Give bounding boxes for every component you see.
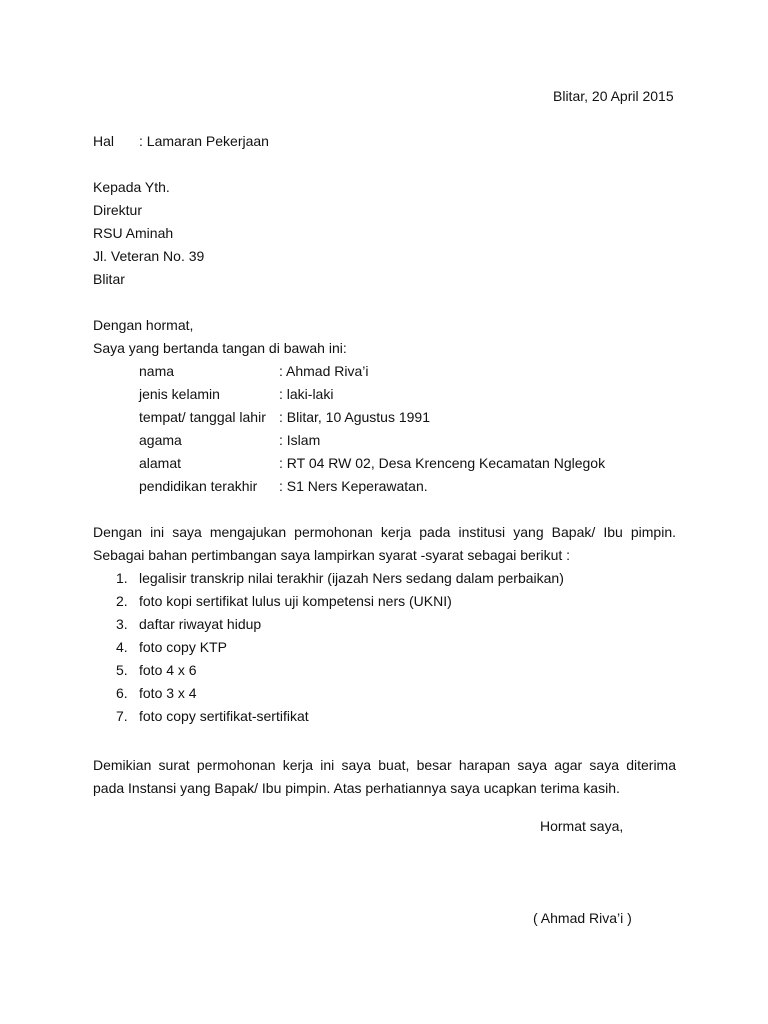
field-label-nama: nama <box>139 363 175 379</box>
intro-text: Saya yang bertanda tangan di bawah ini: <box>93 340 347 356</box>
attachment-number: 7. <box>116 708 128 724</box>
attachment-item: daftar riwayat hidup <box>139 616 262 632</box>
closing-paragraph-line: pada Instansi yang Bapak/ Ibu pimpin. Atas perhatiannya saya ucapkan terima kasih. <box>93 780 620 796</box>
attachment-item: foto copy sertifikat-sertifikat <box>139 708 309 724</box>
attachment-number: 2. <box>116 593 128 609</box>
field-label-jenis-kelamin: jenis kelamin <box>139 386 220 402</box>
attachment-number: 4. <box>116 639 128 655</box>
place-date: Blitar, 20 April 2015 <box>553 88 674 104</box>
recipient-line: Kepada Yth. <box>93 179 170 195</box>
field-label-alamat: alamat <box>139 455 182 471</box>
attachment-item: foto copy KTP <box>139 639 227 655</box>
field-value-nama: : Ahmad Riva’i <box>279 363 369 379</box>
signature-name: ( Ahmad Riva’i ) <box>533 910 632 926</box>
subject-label: Hal <box>93 133 115 149</box>
field-label-ttl: tempat/ tanggal lahir <box>139 409 266 425</box>
field-value-pendidikan: : S1 Ners Keperawatan. <box>279 478 428 494</box>
recipient-line: Blitar <box>93 271 125 287</box>
body-paragraph-line: Dengan ini saya mengajukan permohonan kerja pada institusi yang Bapak/ Ibu pimpin. <box>93 524 676 540</box>
field-value-jenis-kelamin: : laki-laki <box>279 386 334 402</box>
attachment-item: legalisir transkrip nilai terakhir (ijazah Ners sedang dalam perbaikan) <box>139 570 564 586</box>
subject-value: : Lamaran Pekerjaan <box>139 133 269 149</box>
field-label-agama: agama <box>139 432 182 448</box>
greeting: Dengan hormat, <box>93 317 194 333</box>
recipient-line: Jl. Veteran No. 39 <box>93 248 205 264</box>
recipient-line: Direktur <box>93 202 143 218</box>
attachment-number: 5. <box>116 662 128 678</box>
attachment-item: foto kopi sertifikat lulus uji kompetensi ners (UKNI) <box>139 593 452 609</box>
field-value-agama: : Islam <box>279 432 321 448</box>
body-paragraph-line: Sebagai bahan pertimbangan saya lampirkan syarat -syarat sebagai berikut : <box>93 547 571 563</box>
attachment-item: foto 4 x 6 <box>139 662 197 678</box>
attachment-number: 3. <box>116 616 128 632</box>
recipient-line: RSU Aminah <box>93 225 174 241</box>
attachment-number: 1. <box>116 570 128 586</box>
attachment-number: 6. <box>116 685 128 701</box>
closing-paragraph-line: Demikian surat permohonan kerja ini saya buat, besar harapan saya agar saya diterima <box>93 757 676 773</box>
field-value-ttl: : Blitar, 10 Agustus 1991 <box>279 409 430 425</box>
field-label-pendidikan: pendidikan terakhir <box>139 478 258 494</box>
attachment-item: foto 3 x 4 <box>139 685 197 701</box>
field-value-alamat: : RT 04 RW 02, Desa Krenceng Kecamatan Nglegok <box>279 455 606 471</box>
sign-off: Hormat saya, <box>540 818 624 834</box>
